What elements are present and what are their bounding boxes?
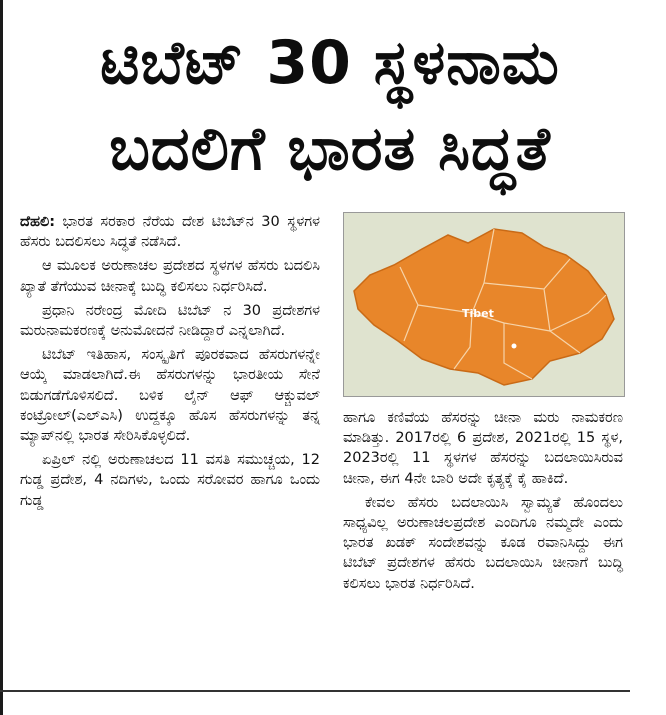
city-marker — [512, 344, 517, 349]
article-paragraph: ಆ ಮೂಲಕ ಅರುಣಾಚಲ ಪ್ರದೇಶದ ಸ್ಥಳಗಳ ಹೆಸರು ಬದಲಿಸಿ ಖ್ಯಾತೆ ತೆಗೆಯುವ ಚೀನಾಕ್ಕೆ ಬುದ್ಧಿ ಕಲಿಸಲು ನಿರ್ಧರಿಸಿದೆ. — [20, 258, 320, 295]
headline — [10, 20, 650, 192]
headline-line-2: ಬದಲಿಗೆ ಭಾರತ ಸಿದ್ಧತೆ — [109, 114, 551, 184]
article-paragraph: ಟಿಬೆಟ್ ಇತಿಹಾಸ, ಸಂಸ್ಕೃತಿಗೆ ಪೂರಕವಾದ ಹೆಸರುಗಳನ್ನೇ ಆಯ್ಕೆ ಮಾಡಲಾಗಿದೆ.ಈ ಹೆಸರುಗಳನ್ನು ಭಾರತೀಯ ಸೇನೆ ಬಿಡುಗಡೆಗೊಳಿಸಲಿದೆ. ಬಳಿಕ ಲೈನ್ ಆಫ್ ಆಕ್ಚುವಲ್ ಕಂಟ್ರೋಲ್(ಎಲ್ಎಸಿ) ಉದ್ದಕ್ಕೂ ಹೊಸ ಹೆಸರುಗಳನ್ನು ತನ್ನ ಮ್ಯಾಪ್‌ನಲ್ಲಿ ಭಾರತ ಸೇರಿಸಿಕೊಳ್ಳಲಿದೆ. — [20, 347, 320, 445]
map-label-tibet: Tibet — [462, 307, 494, 320]
headline-line-1: ಟಿಬೆಟ್ 30 ಸ್ಥಳನಾಮ — [100, 28, 560, 98]
column-rule — [0, 0, 3, 715]
article-column-left — [20, 212, 320, 515]
article-paragraph: ಹಾಗೂ ಕಣಿವೆಯ ಹೆಸರನ್ನು ಚೀನಾ ಮರು ನಾಮಕರಣ ಮಾಡಿತ್ತು. 2017ರಲ್ಲಿ 6 ಪ್ರದೇಶ, 2021ರಲ್ಲಿ 15 ಸ್ಥಳ, 2023ರಲ್ಲಿ 11 ಸ್ಥಳಗಳ ಹೆಸರನ್ನು ಬದಲಾಯಿಸಿರುವ ಚೀನಾ, ಈಗ 4ನೇ ಬಾರಿ ಅದೇ ಕೃತ್ಯಕ್ಕೆ ಕೈ ಹಾಕಿದೆ. — [343, 410, 623, 487]
article-column-right — [343, 408, 623, 598]
tibet-map — [343, 212, 625, 397]
article-paragraph: ಕೇವಲ ಹೆಸರು ಬದಲಾಯಿಸಿ ಸ್ವಾಮ್ಯತೆ ಹೊಂದಲು ಸಾಧ್ಯವಿಲ್ಲ ಅರುಣಾಚಲಪ್ರದೇಶ ಎಂದಿಗೂ ನಮ್ಮದೇ ಎಂದು ಭಾರತ ಖಡಕ್ ಸಂದೇಶವನ್ನು ಕೂಡ ರವಾನಿಸಿದ್ದು ಈಗ ಟಿಬೆಟ್ ಪ್ರದೇಶಗಳ ಹೆಸರು ಬದಲಾಯಿಸಿ ಚೀನಾಗೆ ಬುದ್ಧಿ ಕಲಿಸಲು ಭಾರತ ನಿರ್ಧರಿಸಿದೆ. — [343, 494, 623, 592]
paragraph-text: ಭಾರತ ಸರಕಾರ ನೆರೆಯ ದೇಶ ಟಿಬೆಟ್‌ನ 30 ಸ್ಥಳಗಳ ಹೆಸರು ಬದಲಿಸಲು ಸಿದ್ಧತೆ ನಡೆಸಿದೆ. — [20, 214, 320, 251]
dateline: ದೆಹಲಿ: — [20, 214, 56, 230]
bottom-rule — [0, 690, 630, 692]
tibet-map-graphic — [344, 213, 624, 396]
article-paragraph: ಏಪ್ರಿಲ್ ನಲ್ಲಿ ಅರುಣಾಚಲದ 11 ವಸತಿ ಸಮುಚ್ಚಯ, 12 ಗುಡ್ಡ ಪ್ರದೇಶ, 4 ನದಿಗಳು, ಒಂದು ಸರೋವರ ಹಾಗೂ ಒಂದು ಗುಡ್ಡ — [20, 452, 320, 509]
article-paragraph: ಪ್ರಧಾನಿ ನರೇಂದ್ರ ಮೋದಿ ಟಿಬೆಟ್ ನ 30 ಪ್ರದೇಶಗಳ ಮರುನಾಮಕರಣಕ್ಕೆ ಅನುಮೋದನೆ ನೀಡಿದ್ದಾರೆ ಎನ್ನಲಾಗಿದೆ. — [20, 302, 320, 340]
article-paragraph — [20, 212, 320, 252]
